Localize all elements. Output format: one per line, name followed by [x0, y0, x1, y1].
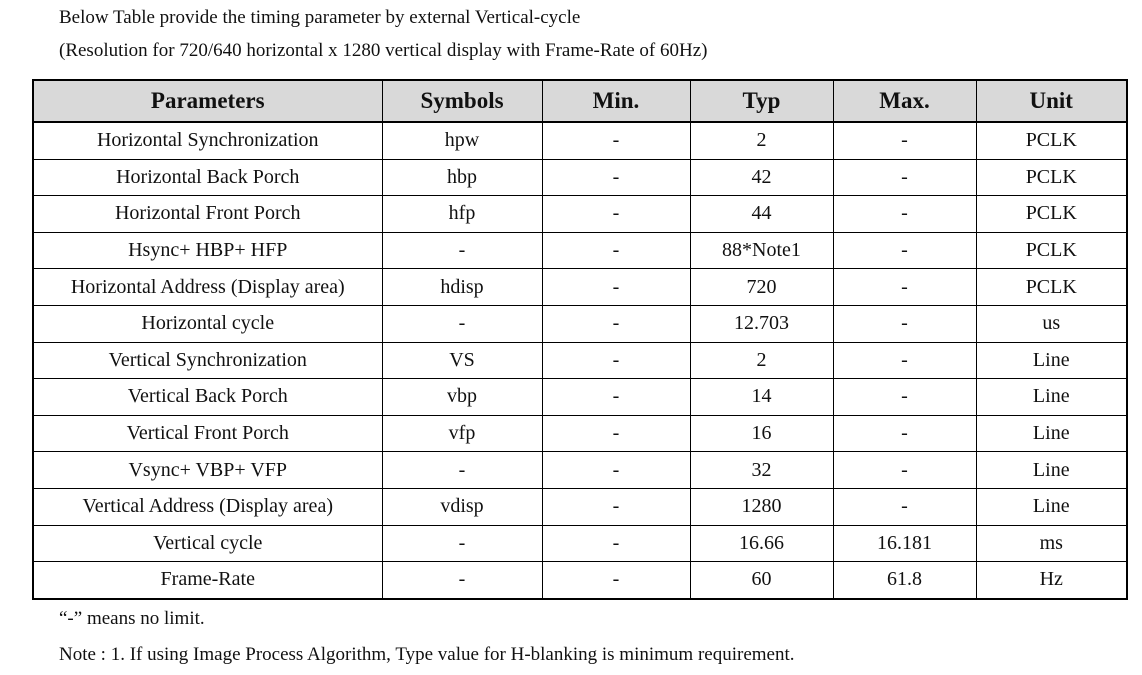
- typ-cell: 88*Note1: [690, 232, 833, 269]
- intro-line-2: (Resolution for 720/640 horizontal x 1280 vertical display with Frame-Rate of 60Hz): [59, 40, 708, 61]
- symbol-cell: hpw: [382, 122, 542, 159]
- unit-cell: PCLK: [976, 159, 1127, 196]
- header-symbols: Symbols: [382, 80, 542, 122]
- symbol-cell: -: [382, 525, 542, 562]
- min-cell: -: [542, 415, 690, 452]
- unit-cell: Line: [976, 415, 1127, 452]
- parameter-cell: Vertical Synchronization: [33, 342, 382, 379]
- symbol-cell: -: [382, 452, 542, 489]
- unit-cell: Line: [976, 452, 1127, 489]
- typ-cell: 720: [690, 269, 833, 306]
- table-body: [33, 122, 1127, 599]
- symbol-cell: VS: [382, 342, 542, 379]
- min-cell: -: [542, 525, 690, 562]
- max-cell: -: [833, 488, 976, 525]
- header-parameters: Parameters: [33, 80, 382, 122]
- min-cell: -: [542, 305, 690, 342]
- max-cell: -: [833, 196, 976, 233]
- parameter-cell: Vertical Front Porch: [33, 415, 382, 452]
- max-cell: -: [833, 269, 976, 306]
- min-cell: -: [542, 562, 690, 599]
- header-min: Min.: [542, 80, 690, 122]
- min-cell: -: [542, 488, 690, 525]
- parameter-cell: Vertical Back Porch: [33, 379, 382, 416]
- table-row: [33, 379, 1127, 416]
- typ-cell: 60: [690, 562, 833, 599]
- typ-cell: 32: [690, 452, 833, 489]
- parameter-cell: Frame-Rate: [33, 562, 382, 599]
- symbol-cell: hbp: [382, 159, 542, 196]
- table-row: [33, 415, 1127, 452]
- parameter-cell: Vertical cycle: [33, 525, 382, 562]
- typ-cell: 1280: [690, 488, 833, 525]
- unit-cell: PCLK: [976, 196, 1127, 233]
- min-cell: -: [542, 232, 690, 269]
- table-row: [33, 342, 1127, 379]
- parameter-cell: Horizontal Synchronization: [33, 122, 382, 159]
- min-cell: -: [542, 342, 690, 379]
- timing-parameter-table: [32, 79, 1128, 600]
- typ-cell: 12.703: [690, 305, 833, 342]
- min-cell: -: [542, 122, 690, 159]
- max-cell: -: [833, 379, 976, 416]
- typ-cell: 14: [690, 379, 833, 416]
- parameter-cell: Horizontal Back Porch: [33, 159, 382, 196]
- typ-cell: 16: [690, 415, 833, 452]
- table-row: [33, 562, 1127, 599]
- parameter-cell: Horizontal Address (Display area): [33, 269, 382, 306]
- header-max: Max.: [833, 80, 976, 122]
- typ-cell: 16.66: [690, 525, 833, 562]
- symbol-cell: hfp: [382, 196, 542, 233]
- table-row: [33, 452, 1127, 489]
- typ-cell: 2: [690, 342, 833, 379]
- min-cell: -: [542, 269, 690, 306]
- table-row: [33, 122, 1127, 159]
- max-cell: -: [833, 305, 976, 342]
- unit-cell: us: [976, 305, 1127, 342]
- no-limit-note: “-” means no limit.: [59, 608, 205, 629]
- unit-cell: PCLK: [976, 122, 1127, 159]
- parameter-cell: Horizontal cycle: [33, 305, 382, 342]
- table-row: [33, 159, 1127, 196]
- footnote-1: Note : 1. If using Image Process Algorithm, Type value for H-blanking is minimum requirement.: [59, 644, 795, 665]
- max-cell: -: [833, 342, 976, 379]
- symbol-cell: hdisp: [382, 269, 542, 306]
- min-cell: -: [542, 159, 690, 196]
- table-row: [33, 488, 1127, 525]
- parameter-cell: Horizontal Front Porch: [33, 196, 382, 233]
- min-cell: -: [542, 452, 690, 489]
- max-cell: -: [833, 122, 976, 159]
- symbol-cell: vfp: [382, 415, 542, 452]
- symbol-cell: -: [382, 305, 542, 342]
- min-cell: -: [542, 196, 690, 233]
- header-typ: Typ: [690, 80, 833, 122]
- max-cell: -: [833, 452, 976, 489]
- parameter-cell: Vsync+ VBP+ VFP: [33, 452, 382, 489]
- table-row: [33, 305, 1127, 342]
- parameter-cell: Hsync+ HBP+ HFP: [33, 232, 382, 269]
- unit-cell: PCLK: [976, 269, 1127, 306]
- parameter-cell: Vertical Address (Display area): [33, 488, 382, 525]
- table-row: [33, 232, 1127, 269]
- max-cell: 61.8: [833, 562, 976, 599]
- symbol-cell: -: [382, 232, 542, 269]
- max-cell: -: [833, 415, 976, 452]
- symbol-cell: vbp: [382, 379, 542, 416]
- table-row: [33, 269, 1127, 306]
- intro-line-1: Below Table provide the timing parameter by external Vertical-cycle: [59, 7, 581, 28]
- typ-cell: 42: [690, 159, 833, 196]
- typ-cell: 44: [690, 196, 833, 233]
- symbol-cell: vdisp: [382, 488, 542, 525]
- unit-cell: PCLK: [976, 232, 1127, 269]
- min-cell: -: [542, 379, 690, 416]
- unit-cell: Line: [976, 488, 1127, 525]
- table-row: [33, 196, 1127, 233]
- unit-cell: Line: [976, 342, 1127, 379]
- header-unit: Unit: [976, 80, 1127, 122]
- unit-cell: ms: [976, 525, 1127, 562]
- unit-cell: Hz: [976, 562, 1127, 599]
- typ-cell: 2: [690, 122, 833, 159]
- max-cell: -: [833, 159, 976, 196]
- unit-cell: Line: [976, 379, 1127, 416]
- max-cell: -: [833, 232, 976, 269]
- max-cell: 16.181: [833, 525, 976, 562]
- table-header-row: [33, 80, 1127, 122]
- symbol-cell: -: [382, 562, 542, 599]
- table-row: [33, 525, 1127, 562]
